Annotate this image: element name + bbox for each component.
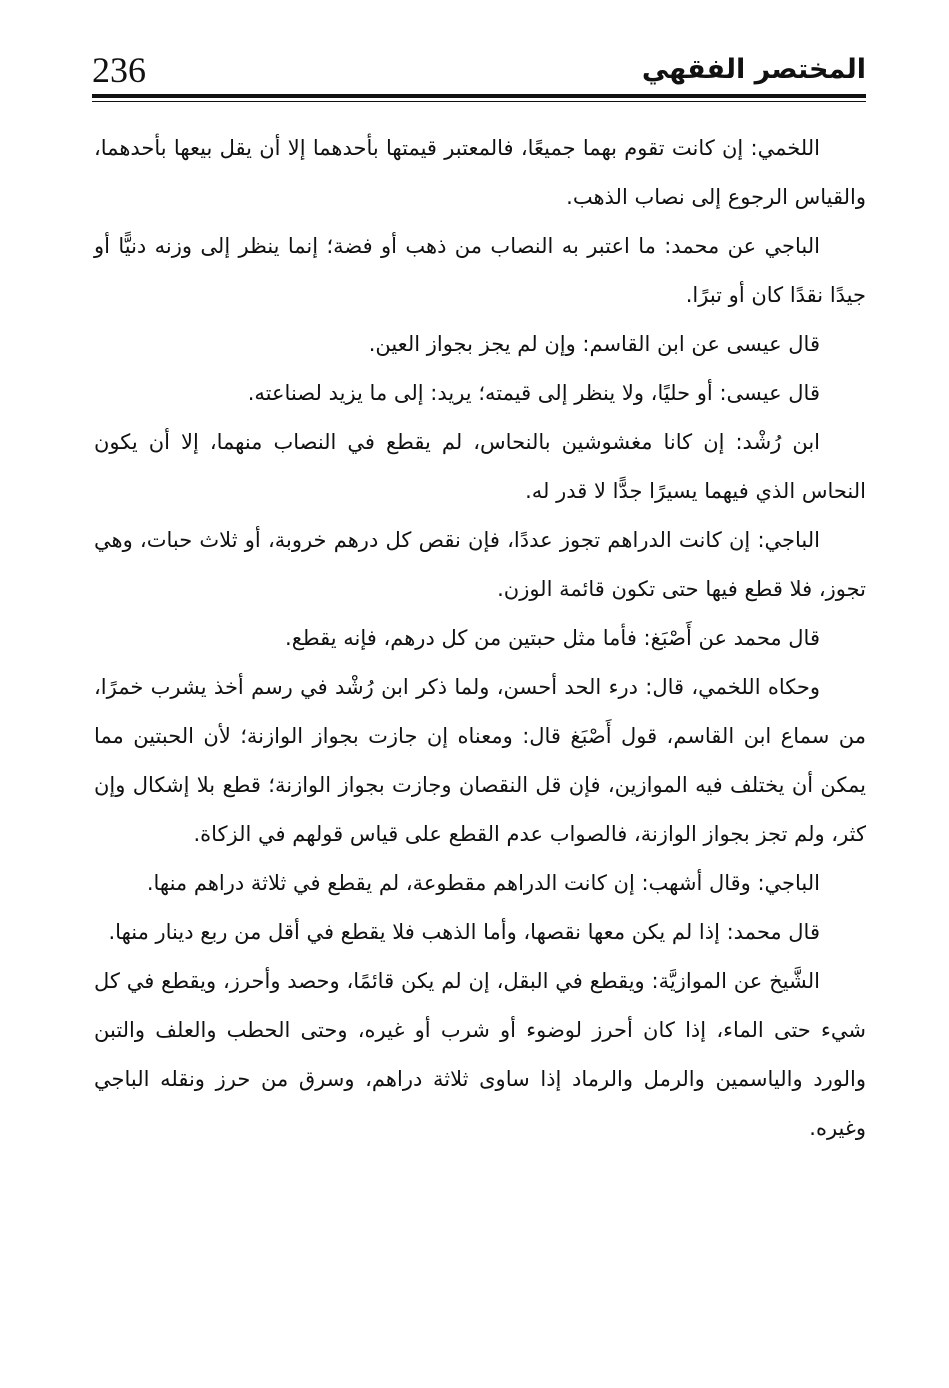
paragraph: الشَّيخ عن الموازيَّة: ويقطع في البقل، إن لم يكن قائمًا، وحصد وأحرز، ويقطع في كل شيء حتى الماء، إذا كان أحرز لوضوء أو شرب أو غيره، وحتى الحطب والعلف والتبن والورد والياسمين والرمل والرماد إذا ساوى ثلاثة دراهم، وسرق من حرز ونقله الباجي وغيره. <box>94 969 866 1140</box>
running-title: المختصر الفقهي <box>641 54 866 85</box>
body-text <box>94 124 866 1153</box>
paragraph: اللخمي: إن كانت تقوم بهما جميعًا، فالمعتبر قيمتها بأحدهما إلا أن يقل بيعها بأحدهما، والقياس الرجوع إلى نصاب الذهب. <box>94 136 866 209</box>
paragraph: قال عيسى عن ابن القاسم: وإن لم يجز بجواز العين. <box>368 332 820 356</box>
header-rule-thin <box>92 101 866 102</box>
paragraph: وحكاه اللخمي، قال: درء الحد أحسن، ولما ذكر ابن رُشْد في رسم أخذ يشرب خمرًا، من سماع ابن القاسم، قول أَصْبَغ قال: ومعناه إن جازت بجواز الوازنة؛ لأن الحبتين مما يمكن أن يختلف فيه الموازين، فإن قل النقصان وجازت بجواز الوازنة؛ قطع بلا إشكال وإن كثر، ولم تجز بجواز الوازنة، فالصواب عدم القطع على قياس قولهم في الزكاة. <box>94 675 866 846</box>
paragraph: قال محمد عن أَصْبَغ: فأما مثل حبتين من كل درهم، فإنه يقطع. <box>285 626 820 650</box>
paragraph: الباجي عن محمد: ما اعتبر به النصاب من ذهب أو فضة؛ إنما ينظر إلى وزنه دنيًّا أو جيدًا نقدًا كان أو تبرًا. <box>94 234 866 307</box>
paragraph: قال عيسى: أو حليًا، ولا ينظر إلى قيمته؛ يريد: إلى ما يزيد لصناعته. <box>247 381 820 405</box>
header-rule-thick <box>92 94 866 98</box>
paragraph: قال محمد: إذا لم يكن معها نقصها، وأما الذهب فلا يقطع في أقل من ربع دينار منها. <box>108 920 820 944</box>
page-number: 236 <box>92 50 146 90</box>
paragraph: الباجي: إن كانت الدراهم تجوز عددًا، فإن نقص كل درهم خروبة، أو ثلاث حبات، وهي تجوز، فلا قطع فيها حتى تكون قائمة الوزن. <box>94 528 866 601</box>
page-header <box>92 44 866 94</box>
paragraph: ابن رُشْد: إن كانا مغشوشين بالنحاس، لم يقطع في النصاب منهما، إلا أن يكون النحاس الذي فيهما يسيرًا جدًّا لا قدر له. <box>94 430 866 503</box>
paragraph: الباجي: وقال أشهب: إن كانت الدراهم مقطوعة، لم يقطع في ثلاثة دراهم منها. <box>146 871 820 895</box>
